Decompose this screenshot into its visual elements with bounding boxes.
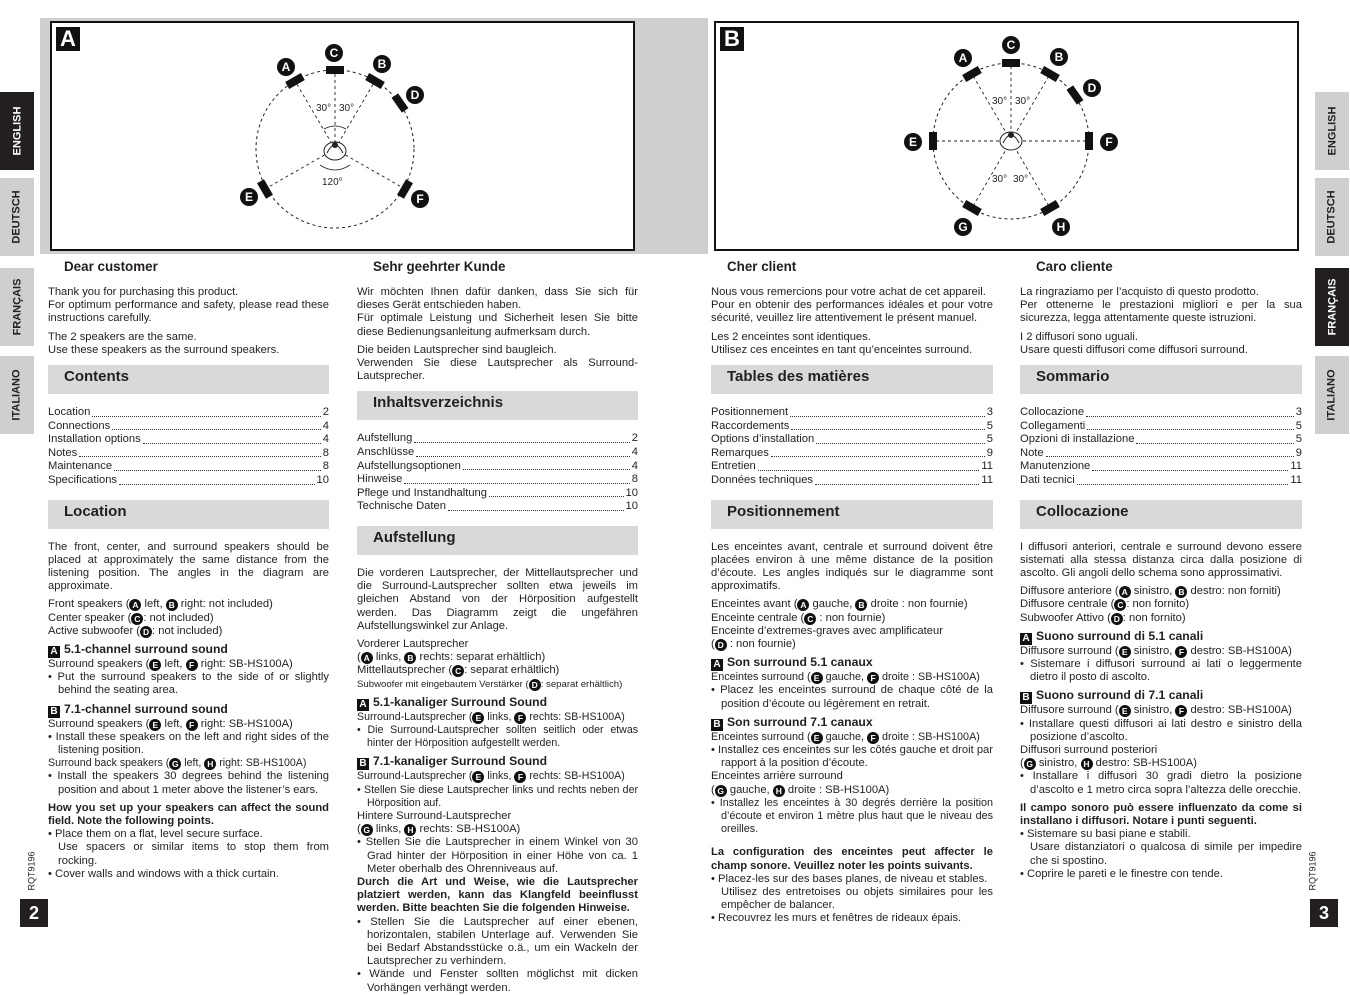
bullet-w2: • Coprire le pareti e le finestre con tende.: [1020, 867, 1223, 880]
speaker-c-box: [1002, 59, 1020, 67]
front-speakers: Front speakers ( A left, B right: not included): [48, 598, 273, 611]
toc: [48, 406, 329, 488]
intro-speakers: Les 2 enceintes sont identiques.: [711, 330, 871, 343]
label-c: C: [1002, 36, 1020, 54]
column-francais: [711, 258, 993, 926]
figure-b-diagram: [716, 23, 1301, 253]
surround-71: Enceintes surround ( E gauche, F droite : SB-HS100A): [711, 730, 980, 743]
bullet-71b: • Stellen Sie die Lautsprecher in einem Winkel von 30 Grad hinter der Hörposition in einer Höhe von ca. 1 Meter oberhalb des Ohrenniveaus auf.: [357, 836, 639, 875]
subheading-71: B 7.1-kanaliger Surround Sound: [357, 754, 638, 770]
bullet-w1b: Use spacers or similar items to stop them from rocking.: [58, 841, 329, 867]
label-e: E: [240, 188, 258, 206]
subheading-51: A 5.1-kanaliger Surround Sound: [357, 695, 638, 711]
warning-note: How you set up your speakers can affect the sound field. Note the following points.: [48, 801, 329, 828]
label-b: B: [373, 55, 391, 73]
intro-speakers: The 2 speakers are the same.: [48, 330, 197, 343]
toc-row[interactable]: Note 9: [1020, 446, 1302, 459]
surround-back: Surround back speakers ( G left, H right: SB-HS100A): [48, 757, 307, 770]
toc-row[interactable]: Options d’installation 5: [711, 433, 993, 446]
figure-a-letter: A: [56, 27, 80, 51]
surround-51: Surround speakers ( E left, F right: SB-HS100A): [48, 658, 293, 670]
toc-row[interactable]: Collegamenti 5: [1020, 419, 1302, 432]
toc-row[interactable]: Collocazione 3: [1020, 406, 1302, 419]
toc-row[interactable]: Technische Daten 10: [357, 500, 638, 513]
subheading-51: A Suono surround di 5.1 canali: [1020, 629, 1302, 645]
listener-icon: [1000, 132, 1022, 150]
bullet-71a: • Install these speakers on the left and right sides of the listening position.: [48, 730, 329, 757]
toc-row[interactable]: Aufstellungsoptionen 4: [357, 459, 638, 472]
subwoofer: Subwoofer mit eingebautem Verstärker ( D : separat erhältlich): [357, 678, 623, 690]
intro-speakers: I 2 diffusori sono uguali.: [1020, 330, 1138, 343]
toc: [711, 406, 993, 488]
tab-francais[interactable]: FRANÇAIS: [0, 268, 34, 346]
bullet-w2: • Cover walls and windows with a thick curtain.: [48, 867, 279, 880]
speaker-g-box: [962, 200, 982, 216]
speaker-e-box: [929, 132, 937, 150]
figure-b-letter: B: [720, 27, 744, 51]
intro-read: Per ottenerne le prestazioni migliori e per la sua sicurezza, legga attentamente queste istruzioni.: [1020, 299, 1302, 325]
figure-b: [714, 21, 1299, 251]
label-a: A: [954, 49, 972, 67]
greeting: Cher client: [727, 259, 797, 274]
intro-use: Usare questi diffusori come diffusori surround.: [1020, 343, 1248, 356]
center-speaker: Enceinte centrale ( C : non fournie): [711, 611, 886, 624]
label-h: H: [1052, 218, 1070, 236]
subheading-71: B Suono surround di 7.1 canali: [1020, 688, 1302, 704]
angle-30-left: 30°: [316, 103, 332, 114]
contents-heading: Sommario: [1020, 365, 1302, 394]
tab-italiano[interactable]: ITALIANO: [1315, 356, 1349, 434]
model-number-right: RQT9196: [1307, 851, 1318, 891]
center-speaker: Center speaker ( C : not included): [48, 611, 214, 624]
location-heading: Aufstellung: [357, 526, 638, 555]
listener-icon: [324, 142, 346, 160]
location-heading: Positionnement: [711, 500, 993, 529]
location-heading: Collocazione: [1020, 500, 1302, 529]
greeting: Dear customer: [64, 259, 158, 274]
intro-use: Use these speakers as the surround speakers.: [48, 343, 280, 356]
toc: [1020, 406, 1302, 488]
contents-heading: Tables des matières: [711, 365, 993, 394]
bullet-71a: • Installare questi diffusori ai lati destro e sinistro della posizione d’ascolto.: [1020, 717, 1302, 743]
toc-row[interactable]: Pflege und Instandhaltung 10: [357, 486, 638, 499]
page-number-right: 3: [1310, 899, 1338, 927]
bullet-w1: • Placez-les sur des bases planes, de niveau et stables.: [711, 872, 988, 885]
bullet-51: • Put the surround speakers to the side of or slightly behind the seating area.: [48, 671, 329, 697]
angle-30-bottom-left: 30°: [992, 174, 1008, 185]
tab-deutsch[interactable]: DEUTSCH: [1315, 178, 1349, 256]
speaker-a-box: [962, 66, 982, 82]
column-italiano: [1020, 258, 1302, 881]
warning-note: Durch die Art und Weise, wie die Lautsprecher platziert werden, kann das Klangfeld beeinflusst werden. Bitte beachten Sie die folgenden Hinweise.: [357, 876, 638, 915]
toc-row[interactable]: Positionnement 3: [711, 406, 993, 419]
toc-row[interactable]: Location 2: [48, 406, 329, 419]
tab-english[interactable]: ENGLISH: [1315, 92, 1349, 170]
label-f: F: [411, 190, 429, 208]
intro-read: Pour en obtenir des performances idéales et pour votre sécurité, veuillez lire attentivement le présent manuel.: [711, 299, 993, 325]
toc-row[interactable]: Installation options 4: [48, 433, 329, 446]
toc-row[interactable]: Specifications 10: [48, 473, 329, 486]
bullet-71b: • Installare i diffusori 30 gradi dietro la posizione d’ascolto e 1 metro circa sopra l’altezza delle orecchie.: [1020, 770, 1303, 796]
toc-row[interactable]: Maintenance 8: [48, 460, 329, 473]
center-speaker: Mittellautsprecher ( C : separat erhältlich): [357, 664, 560, 677]
intro-read: For optimum performance and safety, please read these instructions carefully.: [48, 299, 329, 325]
surround-back: ( G gauche, H droite : SB-HS100A): [711, 783, 890, 796]
subheading-51: A Son surround 5.1 canaux: [711, 655, 993, 671]
toc-row[interactable]: Notes 8: [48, 446, 329, 459]
tab-italiano[interactable]: ITALIANO: [0, 356, 34, 434]
surround-51: Enceintes surround ( E gauche, F droite : SB-HS100A): [711, 671, 980, 684]
surround-back-label: Diffusori surround posteriori: [1020, 744, 1158, 757]
label-b: B: [1050, 48, 1068, 66]
angle-30-top-right: 30°: [1015, 96, 1031, 107]
subwoofer: ( D : non fournie): [711, 638, 796, 650]
bullet-71b: • Installez les enceintes à 30 degrés derrière la position d’écoute et environ 1 mètre plus haut que le niveau des oreilles.: [711, 796, 994, 836]
label-f: F: [1100, 133, 1118, 151]
surround-71: Surround-Lautsprecher ( E links, F rechts: SB-HS100A): [357, 770, 625, 783]
figure-a: [50, 21, 635, 251]
bullet-w1b: Usare distanziatori o qualcosa di simile per impedire che si spostino.: [1030, 841, 1302, 867]
center-speaker: Diffusore centrale ( C : non fornito): [1020, 598, 1190, 611]
contents-heading: Inhaltsverzeichnis: [357, 391, 638, 420]
warning-note: La configuration des enceintes peut affecter le champ sonore. Veuillez noter les points suivants.: [711, 846, 993, 872]
front-speakers: ( A links, B rechts: separat erhältlich): [357, 651, 546, 664]
tab-francais[interactable]: FRANÇAIS: [1315, 268, 1349, 346]
surround-back-label: Enceintes arrière surround: [711, 770, 843, 783]
label-d: D: [406, 86, 424, 104]
tab-deutsch[interactable]: DEUTSCH: [0, 178, 34, 256]
subwoofer: Subwoofer Attivo ( D : non fornito): [1020, 611, 1186, 624]
toc-row[interactable]: Connections 4: [48, 419, 329, 432]
surround-back: ( G links, H rechts: SB-HS100A): [357, 823, 521, 836]
subheading-51: A 5.1-channel surround sound: [48, 642, 329, 658]
surround-51: Diffusore surround ( E sinistro, F destro: SB-HS100A): [1020, 644, 1292, 657]
location-heading: Location: [48, 500, 329, 529]
front-speakers: Enceintes avant ( A gauche, B droite : non fournie): [711, 598, 968, 611]
toc-row[interactable]: Dati tecnici 11: [1020, 473, 1302, 486]
surround-back-label: Hintere Surround-Lautsprecher: [357, 810, 512, 823]
toc-row[interactable]: Hinweise 8: [357, 473, 638, 486]
greeting: Sehr geehrter Kunde: [373, 259, 506, 274]
intro-thanks: Wir möchten Ihnen dafür danken, dass Sie sich für dieses Gerät entschieden haben.: [357, 286, 638, 312]
bullet-71a: • Stellen Sie diese Lautsprecher links und rechts neben der Hörposition auf.: [357, 783, 638, 809]
bullet-71a: • Installez ces enceintes sur les côtés gauche et droit par rapport à la position d’écoute.: [711, 744, 993, 770]
intro-use: Utilisez ces enceintes en tant qu’enceintes surround.: [711, 343, 973, 356]
toc-row[interactable]: Données techniques 11: [711, 473, 993, 486]
subheading-71: B Son surround 7.1 canaux: [711, 715, 993, 731]
label-a: A: [277, 58, 295, 76]
location-text: I diffusori anteriori, centrale e surround devono essere sistemati alla stessa distanza circa dalla posizione di ascolto. Gli angoli dello schema sono approssimativi.: [1020, 540, 1302, 579]
intro-use: Verwenden Sie diese Lautsprecher als Surround-Lautsprecher.: [357, 357, 638, 383]
model-number-left: RQT9196: [26, 851, 37, 891]
bullet-51: • Die Surround-Lautsprecher sollten seitlich oder etwas hinter der Hörposition aufgestellt werden.: [357, 724, 639, 750]
page-number-left: 2: [20, 899, 48, 927]
intro-thanks: Nous vous remercions pour votre achat de cet appareil.: [711, 286, 986, 298]
angle-30-bottom-right: 30°: [1013, 174, 1029, 185]
surround-71: Diffusore surround ( E sinistro, F destro: SB-HS100A): [1020, 704, 1292, 717]
speaker-e-box: [257, 179, 273, 199]
surround-71: Surround speakers ( E left, F right: SB-HS100A): [48, 717, 293, 730]
location-text: Les enceintes avant, centrale et surround doivent être placées environ à une même distance de la position d’écoute. Les angles indiqués sur le diagramme sont approximatifs.: [711, 540, 993, 593]
bullet-w2: • Wände und Fenster sollten möglichst mit dicken Vorhängen verhängt werden.: [357, 968, 638, 994]
column-english: [48, 258, 329, 881]
angle-30-right: 30°: [339, 103, 355, 114]
intro-speakers: Die beiden Lautsprecher sind baugleich.: [357, 343, 557, 356]
surround-back: ( G sinistro, H destro: SB-HS100A): [1020, 757, 1197, 770]
intro-thanks: Thank you for purchasing this product.: [48, 286, 239, 298]
subwoofer: Active subwoofer ( D : not included): [48, 624, 223, 637]
subheading-71: B 7.1-channel surround sound: [48, 702, 329, 718]
toc-row[interactable]: Aufstellung 2: [357, 432, 638, 445]
speaker-b-box: [365, 73, 385, 89]
toc-row[interactable]: Manutenzione 11: [1020, 460, 1302, 473]
angle-120: 120°: [322, 177, 343, 188]
toc-row[interactable]: Raccordements 5: [711, 419, 993, 432]
speaker-f-box: [1085, 132, 1093, 150]
label-c: C: [325, 44, 343, 62]
front-speakers: Diffusore anteriore ( A sinistro, B destro: non forniti): [1020, 585, 1281, 598]
greeting: Caro cliente: [1036, 259, 1113, 274]
toc-row[interactable]: Remarques 9: [711, 446, 993, 459]
label-e: E: [904, 133, 922, 151]
toc-row[interactable]: Anschlüsse 4: [357, 446, 638, 459]
warning-note: Il campo sonoro può essere influenzato da come si installano i diffusori. Notare i punti seguenti.: [1020, 801, 1302, 828]
bullet-51: • Placez les enceintes surround de chaque côté de la position d’écoute ou légèrement en retrait.: [711, 684, 993, 710]
bullet-w1b: Utilisez des entretoises ou objets similaires pour les empêcher de balancer.: [721, 886, 993, 912]
label-g: G: [954, 218, 972, 236]
subwoofer-label: Enceinte d’extremes-graves avec amplificateur: [711, 624, 943, 637]
speaker-d-box: [1067, 85, 1084, 104]
location-text: Die vorderen Lautsprecher, der Mittellautsprecher und die Surround-Lautsprecher sollten etwa jeweils im gleichen Abstand von der Hörposition aufgestellt werden. Das Diagramm zeigt die ungefähren Aufstellungswinkel zur Anlage.: [357, 566, 638, 632]
bullet-w1: • Place them on a flat, level secure surface.: [48, 828, 263, 841]
contents-heading: Contents: [48, 365, 329, 394]
surround-51: Surround-Lautsprecher ( E links, F rechts: SB-HS100A): [357, 710, 625, 723]
label-d: D: [1083, 79, 1101, 97]
speaker-h-box: [1040, 200, 1060, 216]
column-deutsch: [357, 258, 638, 995]
bullet-w1: • Stellen Sie die Lautsprecher auf einer ebenen, horizontalen, stabilen Unterlage auf. Verwenden Sie bei Bedarf Abstandsstücke o.ä., um ein Wackeln der Lautsprecher zu verhindern.: [357, 915, 639, 968]
front-label: Vorderer Lautsprecher: [357, 638, 469, 650]
bullet-71b: • Install the speakers 30 degrees behind the listening position and about 1 meter above the listener’s ears.: [48, 770, 330, 796]
intro-read: Für optimale Leistung und Sicherheit lesen Sie bitte diese Bedienungsanleitung aufmerksam durch.: [357, 312, 638, 338]
figure-band-gap: [637, 18, 708, 254]
bullet-51: • Sistemare i diffusori surround ai lati o leggermente dietro il posto di ascolto.: [1020, 658, 1303, 684]
location-text: The front, center, and surround speakers should be placed at approximately the same distance from the listening position. The angles in the diagram are approximate.: [48, 540, 329, 593]
tab-english[interactable]: ENGLISH: [0, 92, 34, 170]
angle-30-top-left: 30°: [992, 96, 1008, 107]
speaker-c-box: [326, 66, 344, 74]
bullet-w1: • Sistemare su basi piane e stabili.: [1020, 828, 1191, 841]
figure-a-diagram: [52, 23, 637, 253]
speaker-b-box: [1040, 66, 1060, 82]
toc: [357, 432, 638, 514]
bullet-w2: • Recouvrez les murs et fenêtres de rideaux épais.: [711, 912, 962, 925]
intro-thanks: La ringraziamo per l’acquisto di questo prodotto.: [1020, 286, 1259, 298]
toc-row[interactable]: Entretien 11: [711, 460, 993, 473]
toc-row[interactable]: Opzioni di installazione 5: [1020, 433, 1302, 446]
